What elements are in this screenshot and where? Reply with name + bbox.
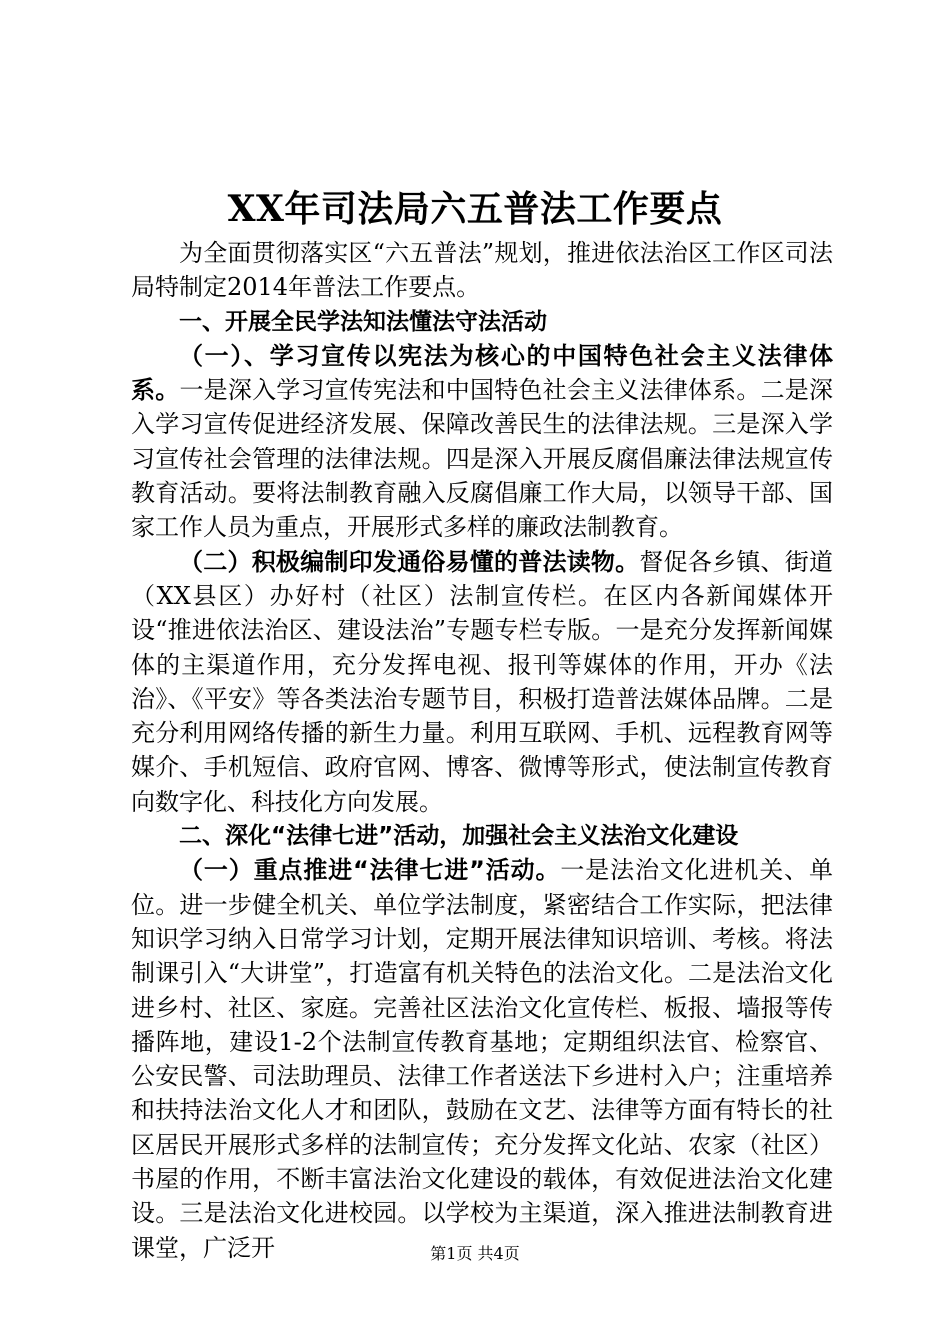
- section-2-item-1-paragraph: [131, 853, 833, 1265]
- section-1-item-1-paragraph: [131, 339, 833, 545]
- section-1-item-2-paragraph: [131, 545, 833, 819]
- section-1-item-1-heading: （一）、学习宣传以宪法为核心的中国特色社会主义法律体系。: [131, 341, 833, 405]
- section-1-heading: 一、开展全民学法知法懂法守法活动: [179, 308, 547, 335]
- section-1-item-2-text: 督促各乡镇、街道（XX县区）办好村（社区）法制宣传栏。在区内各新闻媒体开设“推进依法治区、建设法治”专题专栏专版。一是充分发挥新闻媒体的主渠道作用，充分发挥电视、报刊等媒体的作用，开办《法治》、《平安》等各类法治专题节目，积极打造普法媒体品牌。二是充分利用网络传播的新生力量。利用互联网、手机、远程教育网等媒介、手机短信、政府官网、博客、微博等形式，使法制宣传教育向数字化、科技化方向发展。: [131, 547, 834, 816]
- document-body: [131, 236, 833, 1265]
- document-title: XX年司法局六五普法工作要点: [227, 188, 723, 230]
- section-2-item-1-text: 一是法治文化进机关、单位。进一步健全机关、单位学法制度，紧密结合工作实际，把法律知识学习纳入日常学习计划，定期开展法律知识培训、考核。将法制课引入“大讲堂”，打造富有机关特色的法治文化。二是法治文化进乡村、社区、家庭。完善社区法治文化宣传栏、板报、墙报等传播阵地，建设1-2个法制宣传教育基地；定期组织法官、检察官、公安民警、司法助理员、法律工作者送法下乡进村入户；注重培养和扶持法治文化人才和团队，鼓励在文艺、法律等方面有特长的社区居民开展形式多样的法制宣传；充分发挥文化站、农家（社区）书屋的作用，不断丰富法治文化建设的载体，有效促进法治文化建设。三是法治文化进校园。以学校为主渠道，深入推进法制教育进课堂，广泛开: [131, 856, 834, 1262]
- section-2-item-1-heading: （一）重点推进“法律七进”活动。: [179, 856, 561, 885]
- intro-paragraph: 为全面贯彻落实区“六五普法”规划，推进依法治区工作区司法局特制定2014年普法工作要点。: [131, 239, 833, 302]
- section-1-item-1-text: 一是深入学习宣传宪法和中国特色社会主义法律体系。二是深入学习宣传促进经济发展、保障改善民生的法律法规。三是深入学习宣传社会管理的法律法规。四是深入开展反腐倡廉法律法规宣传教育活动。要将法制教育融入反腐倡廉工作大局，以领导干部、国家工作人员为重点，开展形式多样的廉政法制教育。: [131, 376, 834, 542]
- section-1-item-2-heading: （二）积极编制印发通俗易懂的普法读物。: [179, 547, 640, 576]
- section-2-heading: 二、深化“法律七进”活动，加强社会主义法治文化建设: [179, 823, 739, 850]
- page-number-footer: 第1页 共4页: [430, 1244, 520, 1263]
